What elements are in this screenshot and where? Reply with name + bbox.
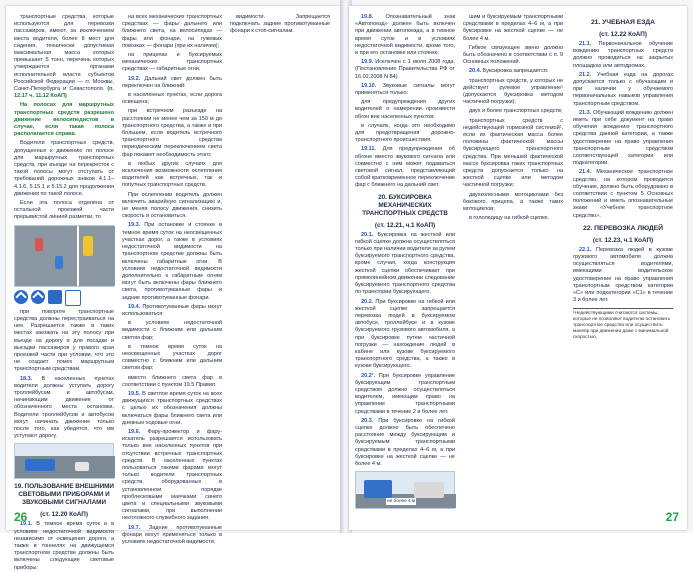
section-number: 21.4. (579, 169, 592, 176)
bus (83, 236, 93, 256)
paragraph: Водители транспортных средств, допущенных к движению по полосе для маршрутных транспортных средств, при въезде на перекресток с такой полосы могут отступать от требований дорожных знаков 4.1.1–4.1.6, 5.15.1 и 5.15.2 для продолжения движения по такой полосе. (14, 140, 114, 197)
road-sign-icon (65, 290, 81, 306)
section-heading: 19. ПОЛЬЗОВАНИЕ ВНЕШНИМИ СВЕТОВЫМИ ПРИБОРАМИ И ЗВУКОВЫМИ СИГНАЛАМИ (14, 483, 114, 507)
right-column-1 (355, 14, 455, 505)
paragraph: двух и более транспортных средств; (469, 108, 563, 115)
section-heading: 20. БУКСИРОВКА МЕХАНИЧЕСКИХ ТРАНСПОРТНЫХ СРЕДСТВ (362, 193, 448, 217)
paragraph: Исключен с 1 июля 2008 года. (Постановление Правительства РФ от 16.02.2008 N 84). (355, 59, 455, 80)
section-number: 19.10. (361, 82, 377, 89)
paragraph: вместо ближнего света фар в соответствии с пунктом 19.5 Правил. (122, 374, 222, 388)
road-sign-icon (31, 290, 45, 304)
lane-line (77, 226, 79, 286)
paragraph: Противотуманные фары могут использоваться: (122, 303, 222, 317)
paragraph: транспортные средства, которые используются для перевозки пассажиров, имеют, за исключением места водителя, более 8 мест для сидения, технически допустимая максимальная масса которых превышает 5 тонн, перечень которых утверждается органами исполнительной власти субъектов Российской Федерации — гг. Москвы, Санкт-Петербурга и Севастополя. (14, 14, 114, 93)
section-number: 21.1. (579, 41, 592, 47)
paragraph: двухколесными мотоциклами без бокового прицепа, а также таких мотоциклов; (463, 191, 563, 213)
paragraph: при встречном разъезде на расстоянии не менее чем за 150 м до транспортного средства, а также и при большем, если водитель встречного транспортного средства периодическим переключением света фар покажет необходимость этого; (122, 108, 222, 158)
bus-stop-illustration (14, 443, 114, 479)
page-number: 26 (14, 510, 28, 524)
left-column-2 (122, 14, 222, 546)
section-number: 20.3. (361, 417, 374, 424)
paragraph: на всех механических транспортных средствах — фары дальнего или ближнего света, на велосипедах — фары или фонари, на гужевых повозках — фонари (при их наличии); (122, 14, 222, 49)
road-sign-icon (48, 290, 62, 304)
paragraph: транспортных средств, у которых не действует рулевое управление¹ (допускается буксировка методом частичной погрузки); (463, 77, 563, 106)
section-number: 20.4. (469, 68, 482, 75)
section-number: 21.3. (579, 109, 592, 116)
paragraph: При буксировке управление буксирующим транспортным средством должно осуществляться водителем, имеющим право на управление транспортными средствами в течение 2 и более лет. (355, 372, 455, 415)
right-column-2 (463, 14, 563, 502)
paragraph: В темное время суток и в условиях недостаточной видимости независимо от освещения дороги, а также в тоннелях на движущемся транспортном средстве должны быть включены следующие световые приборы: (14, 521, 114, 571)
section-number: 19.8. (361, 14, 374, 20)
paragraph: при повороте транспортные средства должны перестраиваться на нее. Разрешается также в таких местах заезжать на эту полосу при въезде на дорогу и для посадки и высадки пассажиров у правого края проезжей части при условии, что это не создает помех маршрутным транспортным средствам. (14, 308, 114, 373)
left-page (6, 6, 342, 571)
page-number: 27 (665, 510, 679, 524)
paragraph: Гибкое связующее звено должно быть обозначено в соответствии с п. 9 Основных положений. (463, 44, 563, 66)
paragraph: на прицепах и буксируемых механических транспортных средствах — габаритные огни. (122, 52, 222, 73)
paragraph: Механическое транспортное средство, на котором проводится обучение, должно быть оборудовано в соответствии с пунктом 5 Основных положений и иметь опознавательные знаки «Учебное транспортное средство». (573, 169, 673, 219)
right-column-3 (573, 14, 673, 502)
paragraph: в любых других случаях для исключения возможности ослепления водителей как встречных, так и попутных транспортных средств. (122, 160, 222, 189)
paragraph: Для предупреждения об обгоне вместо звукового сигнала или совместно с ним может подаваться световой сигнал, представляющий собой кратковременное переключение фар с ближнего на дальний свет. (355, 146, 455, 189)
car (35, 238, 43, 251)
paragraph: в населенных пунктах, если дорога освещена; (122, 92, 222, 106)
section-heading: 21. УЧЕБНАЯ ЕЗДА (590, 19, 656, 26)
towing-illustration (355, 471, 455, 509)
section-number: 19.6. (128, 428, 141, 435)
kap-reference: (ст. 12.22 КоАП) (599, 31, 647, 38)
paragraph: в темное время суток на неосвещенных участках дорог совместно с ближним или дальним светом фар; (122, 343, 222, 372)
paragraph: транспортных средств с недействующей тормозной системой¹, если их фактическая масса более половины фактической массы буксирующего транспортного средства. При меньшей фактической массе буксировка таких транспортных средств допускается только на жесткой сцепке или методом частичной погрузки; (463, 117, 563, 189)
paragraph: При буксировке на гибкой или жесткой сцепке запрещается перевозка людей в буксируемом автобусе, троллейбусе и в кузове буксируемого грузового автомобиля, а при буксировке путем частичной погрузки — нахождение людей в кабине или кузове буксируемого транспортного средства, а также в кузове буксирующего. (355, 298, 455, 370)
paragraph: Звуковые сигналы могут применяться только: (355, 82, 455, 97)
paragraph: Дальний свет должен быть переключен на ближний: (122, 75, 222, 89)
kap-reference: (п. 12.17 ч. 11.12 КоАП) (14, 86, 114, 100)
car (75, 462, 89, 471)
section-number: 19.1. (20, 521, 33, 528)
paragraph: При буксировке на гибкой сцепке должно быть обеспечено расстояние между буксирующим и буксируемым транспортными средствами в пределах 4–6 м, а при буксировке на жесткой сцепке — не более 4 м. (355, 417, 455, 467)
paragraph: При остановке и стоянке в темное время суток на неосвещенных участках дорог, а также в условиях недостаточной видимости на транспортном средстве должны быть включены габаритные огни. В условиях недостаточной видимости дополнительно к габаритным огням могут быть включены фары ближнего света, противотуманные фары и задние противотуманные фонари. (122, 222, 222, 301)
section-number: 21.2. (579, 71, 592, 78)
right-page (349, 6, 687, 530)
paragraph: Опознавательный знак «Автопоезд» должен быть включен при движении автопоезда, а в темное время суток и в условиях недостаточной видимости, кроме того, и при его остановке или стоянке. (355, 14, 455, 57)
paragraph: Буксировка на жесткой или гибкой сцепке должна осуществляться только при наличии водителя за рулем буксируемого транспортного средства, кроме случая, когда конструкция жесткой сцепки обеспечивает при прямолинейном движении следование буксируемого транспортного средства по траектории буксирующего. (355, 231, 455, 296)
lane-illustration (14, 225, 114, 287)
left-column-3 (230, 14, 330, 502)
truck (414, 482, 444, 498)
section-number: 19.2. (128, 75, 141, 82)
section-number: 19.7. (128, 524, 141, 531)
paragraph: Если эта полоса отделена от остальной проезжей части прерывистой линией разметки, то (14, 200, 114, 221)
car (55, 256, 63, 269)
section-number: 20.2¹. (361, 372, 376, 379)
paragraph: Задние противотуманные фонари могут применяться только в условиях недостаточной видимости. (122, 524, 222, 546)
paragraph: Первоначальное обучение вождению транспортных средств должно проводиться на закрытых площадках или автодромах. (573, 41, 673, 69)
footnote: ¹Недействующими считаются системы, которые не позволяют водителю остановить транспортное средство или осуществить маневр при движении даже с минимальной скоростью. (573, 308, 673, 341)
paragraph: Перевозка людей в кузове грузового автомобиля должна осуществляться водителями, имеющими водительское удостоверение на право управления транспортным средством категории «C» или подкатегории «C1» в течение 3 и более лет. (573, 246, 673, 304)
section-number: 20.1. (361, 231, 374, 238)
section-number: 19.11. (361, 146, 376, 153)
truck (364, 480, 392, 498)
section-number: 19.4. (128, 303, 141, 310)
road-signs (14, 290, 114, 306)
paragraph: При ослеплении водитель должен включить аварийную сигнализацию и, не меняя полосу движения, снизить скорость и остановиться. (122, 191, 222, 220)
road-sign-icon (14, 290, 28, 304)
paragraph: в случаях, когда это необходимо для предотвращения дорожно-транспортного происшествия. (355, 122, 455, 144)
section-number: 19.3. (128, 222, 141, 229)
paragraph: в условиях недостаточной видимости с ближним или дальним светом фар; (122, 320, 222, 341)
paragraph: Учебная езда на дорогах допускается только с обучающим и при наличии у обучаемого первоначальных навыков управления транспортным средством. (573, 71, 673, 107)
section-number: 20.2. (361, 298, 374, 305)
paragraph: В населенных пунктах водители должны уступать дорогу троллейбусам и автобусам, начинающим движение от обозначенного места остановки. Водители троллейбусов и автобусов могут начинать движение только после того, как убедятся, что им уступают дорогу. (14, 375, 114, 440)
paragraph: На полосах для маршрутных транспортных средств разрешено движение велосипедистов в случае, если такая полоса располагается справа. (14, 102, 114, 138)
kap-reference: (ст. 12.23, ч.1 КоАП) (592, 236, 654, 244)
bus (25, 459, 55, 471)
paragraph: В светлое время суток на всех движущихся транспортных средствах с целью их обозначения должны включаться фары ближнего света или дневные ходовые огни. (122, 390, 222, 426)
kap-reference: (ст. 12.20 КоАП) (40, 511, 88, 519)
paragraph: Буксировка запрещается: (482, 68, 549, 75)
paragraph: для предупреждения других водителей о намерении произвести обгон вне населенных пунктов; (355, 99, 455, 120)
paragraph: Фару-прожектор и фару-искатель разрешается использовать только вне населенных пунктов при отсутствии встречных транспортных средств. В населенных пунктах пользоваться такими фарами могут только водители транспортных средств, оборудованных в установленном порядке проблесковыми маячками синего цвета и специальными звуковыми сигналами, при выполнении неотложного служебного задания. (122, 428, 222, 522)
road (15, 226, 115, 286)
section-number: 18.3. (20, 375, 33, 382)
paragraph: Обучающий вождению должен иметь при себе документ на право обучения вождению транспортного средства данной категории, а также удостоверение на право управления транспортным средством соответствующей категории или подкатегории. (573, 109, 673, 167)
kap-reference: (ст. 12.21, ч.1 КоАП) (374, 221, 436, 229)
paragraph: шим и буксируемым транспортными средствами в пределах 4–6 м, а при буксировке на жесткой сцепке — не более 4 м. (463, 14, 563, 42)
paragraph: в гололедицу на гибкой сцепке. (469, 215, 550, 222)
distance-label: не более 4 м (387, 499, 416, 505)
section-number: 19.9. (361, 59, 374, 66)
section-heading: 22. ПЕРЕВОЗКА ЛЮДЕЙ (583, 224, 663, 232)
section-number: 22.1. (579, 246, 592, 253)
paragraph: видимости. Запрещается подключать задние противотуманные фонари к стоп-сигналам. (230, 14, 330, 35)
section-number: 19.5. (128, 390, 141, 397)
